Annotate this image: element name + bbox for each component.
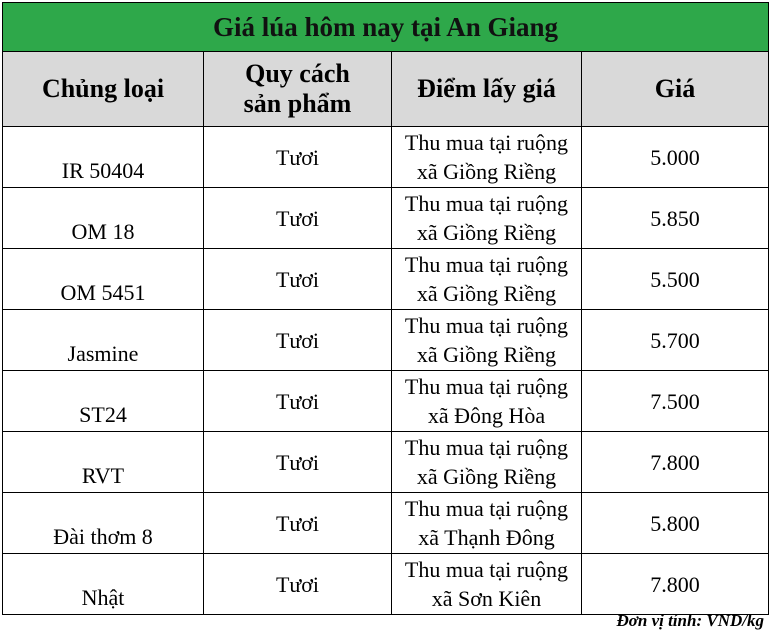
place-line-2: xã Thạnh Đông [418,525,555,550]
rice-type-cell: IR 50404 [3,127,204,188]
header-row [3,52,769,127]
header-spec-line1: Quy cách [245,59,350,88]
place-cell [392,493,582,554]
spec-cell: Tươi [204,371,392,432]
table-title: Giá lúa hôm nay tại An Giang [3,3,769,52]
price-table [2,2,769,615]
header-price: Giá [582,52,769,127]
table-row [3,371,769,432]
place-line-2: xã Đông Hòa [427,403,546,428]
header-type: Chủng loại [3,52,204,127]
place-line-1: Thu mua tại ruộng [404,252,569,277]
rice-type-cell: OM 5451 [3,249,204,310]
rice-type-cell: Jasmine [3,310,204,371]
place-cell [392,371,582,432]
place-line-1: Thu mua tại ruộng [404,496,569,521]
place-cell [392,432,582,493]
table-row [3,432,769,493]
price-cell: 7.800 [582,554,769,615]
place-line-2: xã Giồng Riềng [416,220,557,245]
header-spec [204,52,392,127]
table-row [3,493,769,554]
price-cell: 5.800 [582,493,769,554]
spec-cell: Tươi [204,310,392,371]
place-line-1: Thu mua tại ruộng [404,313,569,338]
table-row [3,249,769,310]
table-row [3,127,769,188]
table-row [3,188,769,249]
price-cell: 7.500 [582,371,769,432]
title-row [3,3,769,52]
place-cell [392,554,582,615]
price-cell: 7.800 [582,432,769,493]
place-cell [392,127,582,188]
header-place: Điểm lấy giá [392,52,582,127]
spec-cell: Tươi [204,188,392,249]
place-cell [392,249,582,310]
place-line-1: Thu mua tại ruộng [404,435,569,460]
place-cell [392,310,582,371]
rice-type-cell: OM 18 [3,188,204,249]
price-cell: 5.000 [582,127,769,188]
place-line-1: Thu mua tại ruộng [404,374,569,399]
place-line-2: xã Sơn Kiên [431,586,542,611]
spec-cell: Tươi [204,493,392,554]
rice-type-cell: Đài thơm 8 [3,493,204,554]
place-line-2: xã Giồng Riềng [416,464,557,489]
rice-type-cell: ST24 [3,371,204,432]
price-cell: 5.700 [582,310,769,371]
place-line-1: Thu mua tại ruộng [404,557,569,582]
table-row [3,554,769,615]
rice-type-cell: RVT [3,432,204,493]
header-spec-line2: sản phẩm [243,89,352,118]
table-body [3,127,769,615]
place-line-2: xã Giồng Riềng [416,159,557,184]
spec-cell: Tươi [204,432,392,493]
place-line-2: xã Giồng Riềng [416,342,557,367]
rice-type-cell: Nhật [3,554,204,615]
place-line-1: Thu mua tại ruộng [404,130,569,155]
price-cell: 5.850 [582,188,769,249]
place-line-2: xã Giồng Riềng [416,281,557,306]
unit-note: Đơn vị tính: VND/kg [616,611,764,630]
spec-cell: Tươi [204,249,392,310]
place-cell [392,188,582,249]
price-cell: 5.500 [582,249,769,310]
place-line-1: Thu mua tại ruộng [404,191,569,216]
spec-cell: Tươi [204,554,392,615]
spec-cell: Tươi [204,127,392,188]
table-row [3,310,769,371]
